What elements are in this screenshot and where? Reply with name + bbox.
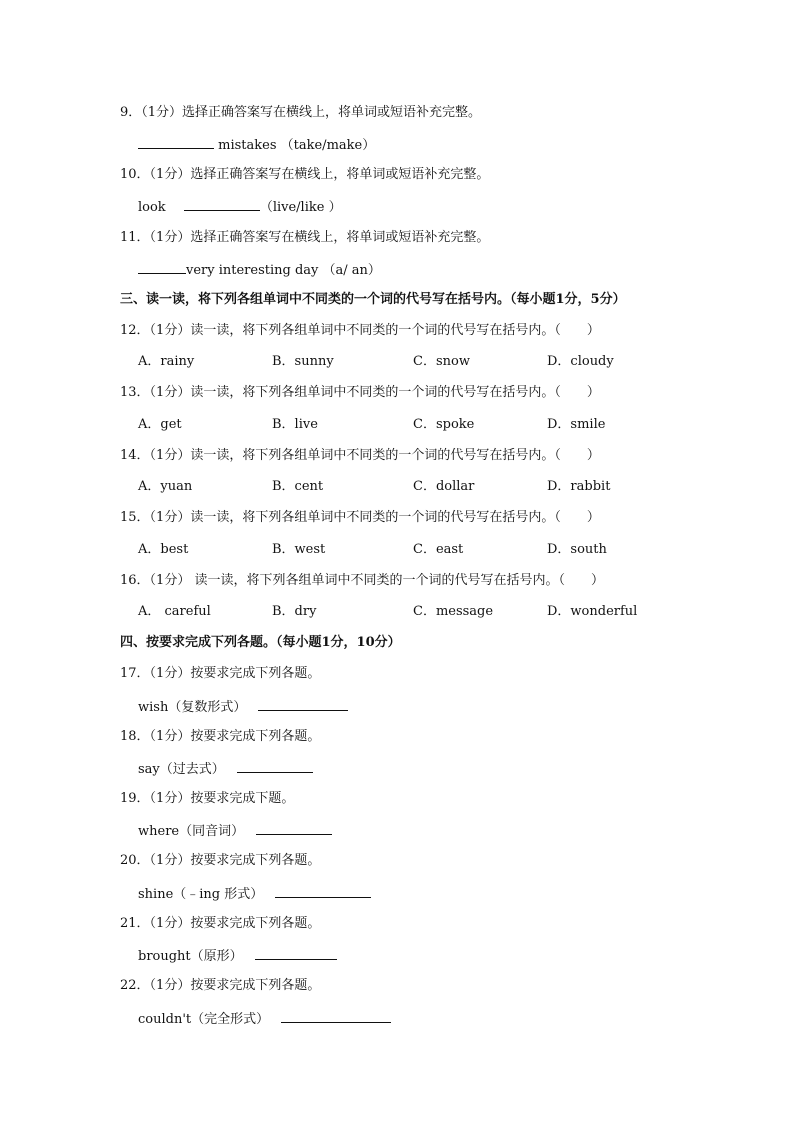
option-b[interactable]: B．live [272, 417, 318, 432]
answer-line-18 [138, 759, 313, 779]
answer-line-9 [138, 135, 375, 155]
question-15: 15．（1分）读一读，将下列各组单词中不同类的一个词的代号写在括号内。（ ） [120, 510, 600, 525]
question-13: 13．（1分）读一读，将下列各组单词中不同类的一个词的代号写在括号内。（ ） [120, 385, 600, 400]
question-16: 16．（1分） 读一读，将下列各组单词中不同类的一个词的代号写在括号内。（ ） [120, 573, 604, 588]
answer-blank[interactable] [138, 260, 186, 274]
option-c[interactable]: C．snow [413, 354, 470, 369]
option-c[interactable]: C．message [413, 604, 494, 619]
answer-prompt: wish（复数形式） [138, 700, 247, 715]
answer-prompt: shine（﹣ing 形式） [138, 887, 264, 902]
answer-blank[interactable] [275, 884, 371, 898]
answer-line-22 [138, 1009, 391, 1029]
answer-line-20 [138, 884, 371, 904]
option-d[interactable]: D．wonderful [547, 604, 638, 619]
answer-line-17 [138, 697, 348, 717]
answer-blank[interactable] [258, 697, 348, 711]
answer-blank[interactable] [255, 946, 337, 960]
option-b[interactable]: B．cent [272, 479, 324, 494]
option-a[interactable]: A．rainy [138, 354, 195, 369]
question-18: 18．（1分）按要求完成下列各题。 [120, 729, 321, 744]
question-20: 20．（1分）按要求完成下列各题。 [120, 853, 321, 868]
option-a[interactable]: A．best [138, 542, 189, 557]
section-heading-3: 三、读一读，将下列各组单词中不同类的一个词的代号写在括号内。（每小题1分，5分） [120, 292, 626, 307]
option-c[interactable]: C．spoke [413, 417, 475, 432]
option-b[interactable]: B．sunny [272, 354, 334, 369]
option-a[interactable]: A． careful [138, 604, 211, 619]
question-19: 19．（1分）按要求完成下题。 [120, 791, 295, 806]
answer-prefix: look [138, 200, 170, 215]
answer-prompt: say（过去式） [138, 762, 225, 777]
question-17: 17．（1分）按要求完成下列各题。 [120, 666, 321, 681]
option-c[interactable]: C．dollar [413, 479, 475, 494]
answer-blank[interactable] [184, 197, 260, 211]
answer-text: very interesting day （a/ an） [186, 263, 381, 278]
question-14: 14．（1分）读一读，将下列各组单词中不同类的一个词的代号写在括号内。（ ） [120, 448, 600, 463]
option-d[interactable]: D．cloudy [547, 354, 614, 369]
option-b[interactable]: B．dry [272, 604, 317, 619]
question-21: 21．（1分）按要求完成下列各题。 [120, 916, 321, 931]
option-c[interactable]: C．east [413, 542, 464, 557]
answer-blank[interactable] [256, 821, 332, 835]
answer-line-19 [138, 821, 332, 841]
question-10: 10．（1分）选择正确答案写在横线上，将单词或短语补充完整。 [120, 167, 490, 182]
question-11: 11．（1分）选择正确答案写在横线上，将单词或短语补充完整。 [120, 230, 490, 245]
answer-prompt: brought（原形） [138, 949, 243, 964]
section-heading-4: 四、按要求完成下列各题。（每小题1分，10分） [120, 635, 401, 650]
answer-blank[interactable] [237, 759, 313, 773]
question-12: 12．（1分）读一读，将下列各组单词中不同类的一个词的代号写在括号内。（ ） [120, 323, 600, 338]
question-9: 9．（1分）选择正确答案写在横线上，将单词或短语补充完整。 [120, 105, 482, 120]
answer-prompt: where（同音词） [138, 824, 245, 839]
answer-line-11 [138, 260, 381, 280]
answer-blank[interactable] [138, 135, 214, 149]
answer-blank[interactable] [281, 1009, 391, 1023]
option-a[interactable]: A．yuan [138, 479, 193, 494]
option-a[interactable]: A．get [138, 417, 182, 432]
option-b[interactable]: B．west [272, 542, 326, 557]
option-d[interactable]: D．south [547, 542, 607, 557]
answer-text: mistakes （take/make） [214, 138, 376, 153]
answer-line-10 [138, 197, 342, 217]
answer-text: （live/like ） [259, 200, 342, 215]
option-d[interactable]: D．smile [547, 417, 606, 432]
question-22: 22．（1分）按要求完成下列各题。 [120, 978, 321, 993]
answer-prompt: couldn't（完全形式） [138, 1012, 270, 1027]
option-d[interactable]: D．rabbit [547, 479, 611, 494]
answer-line-21 [138, 946, 337, 966]
